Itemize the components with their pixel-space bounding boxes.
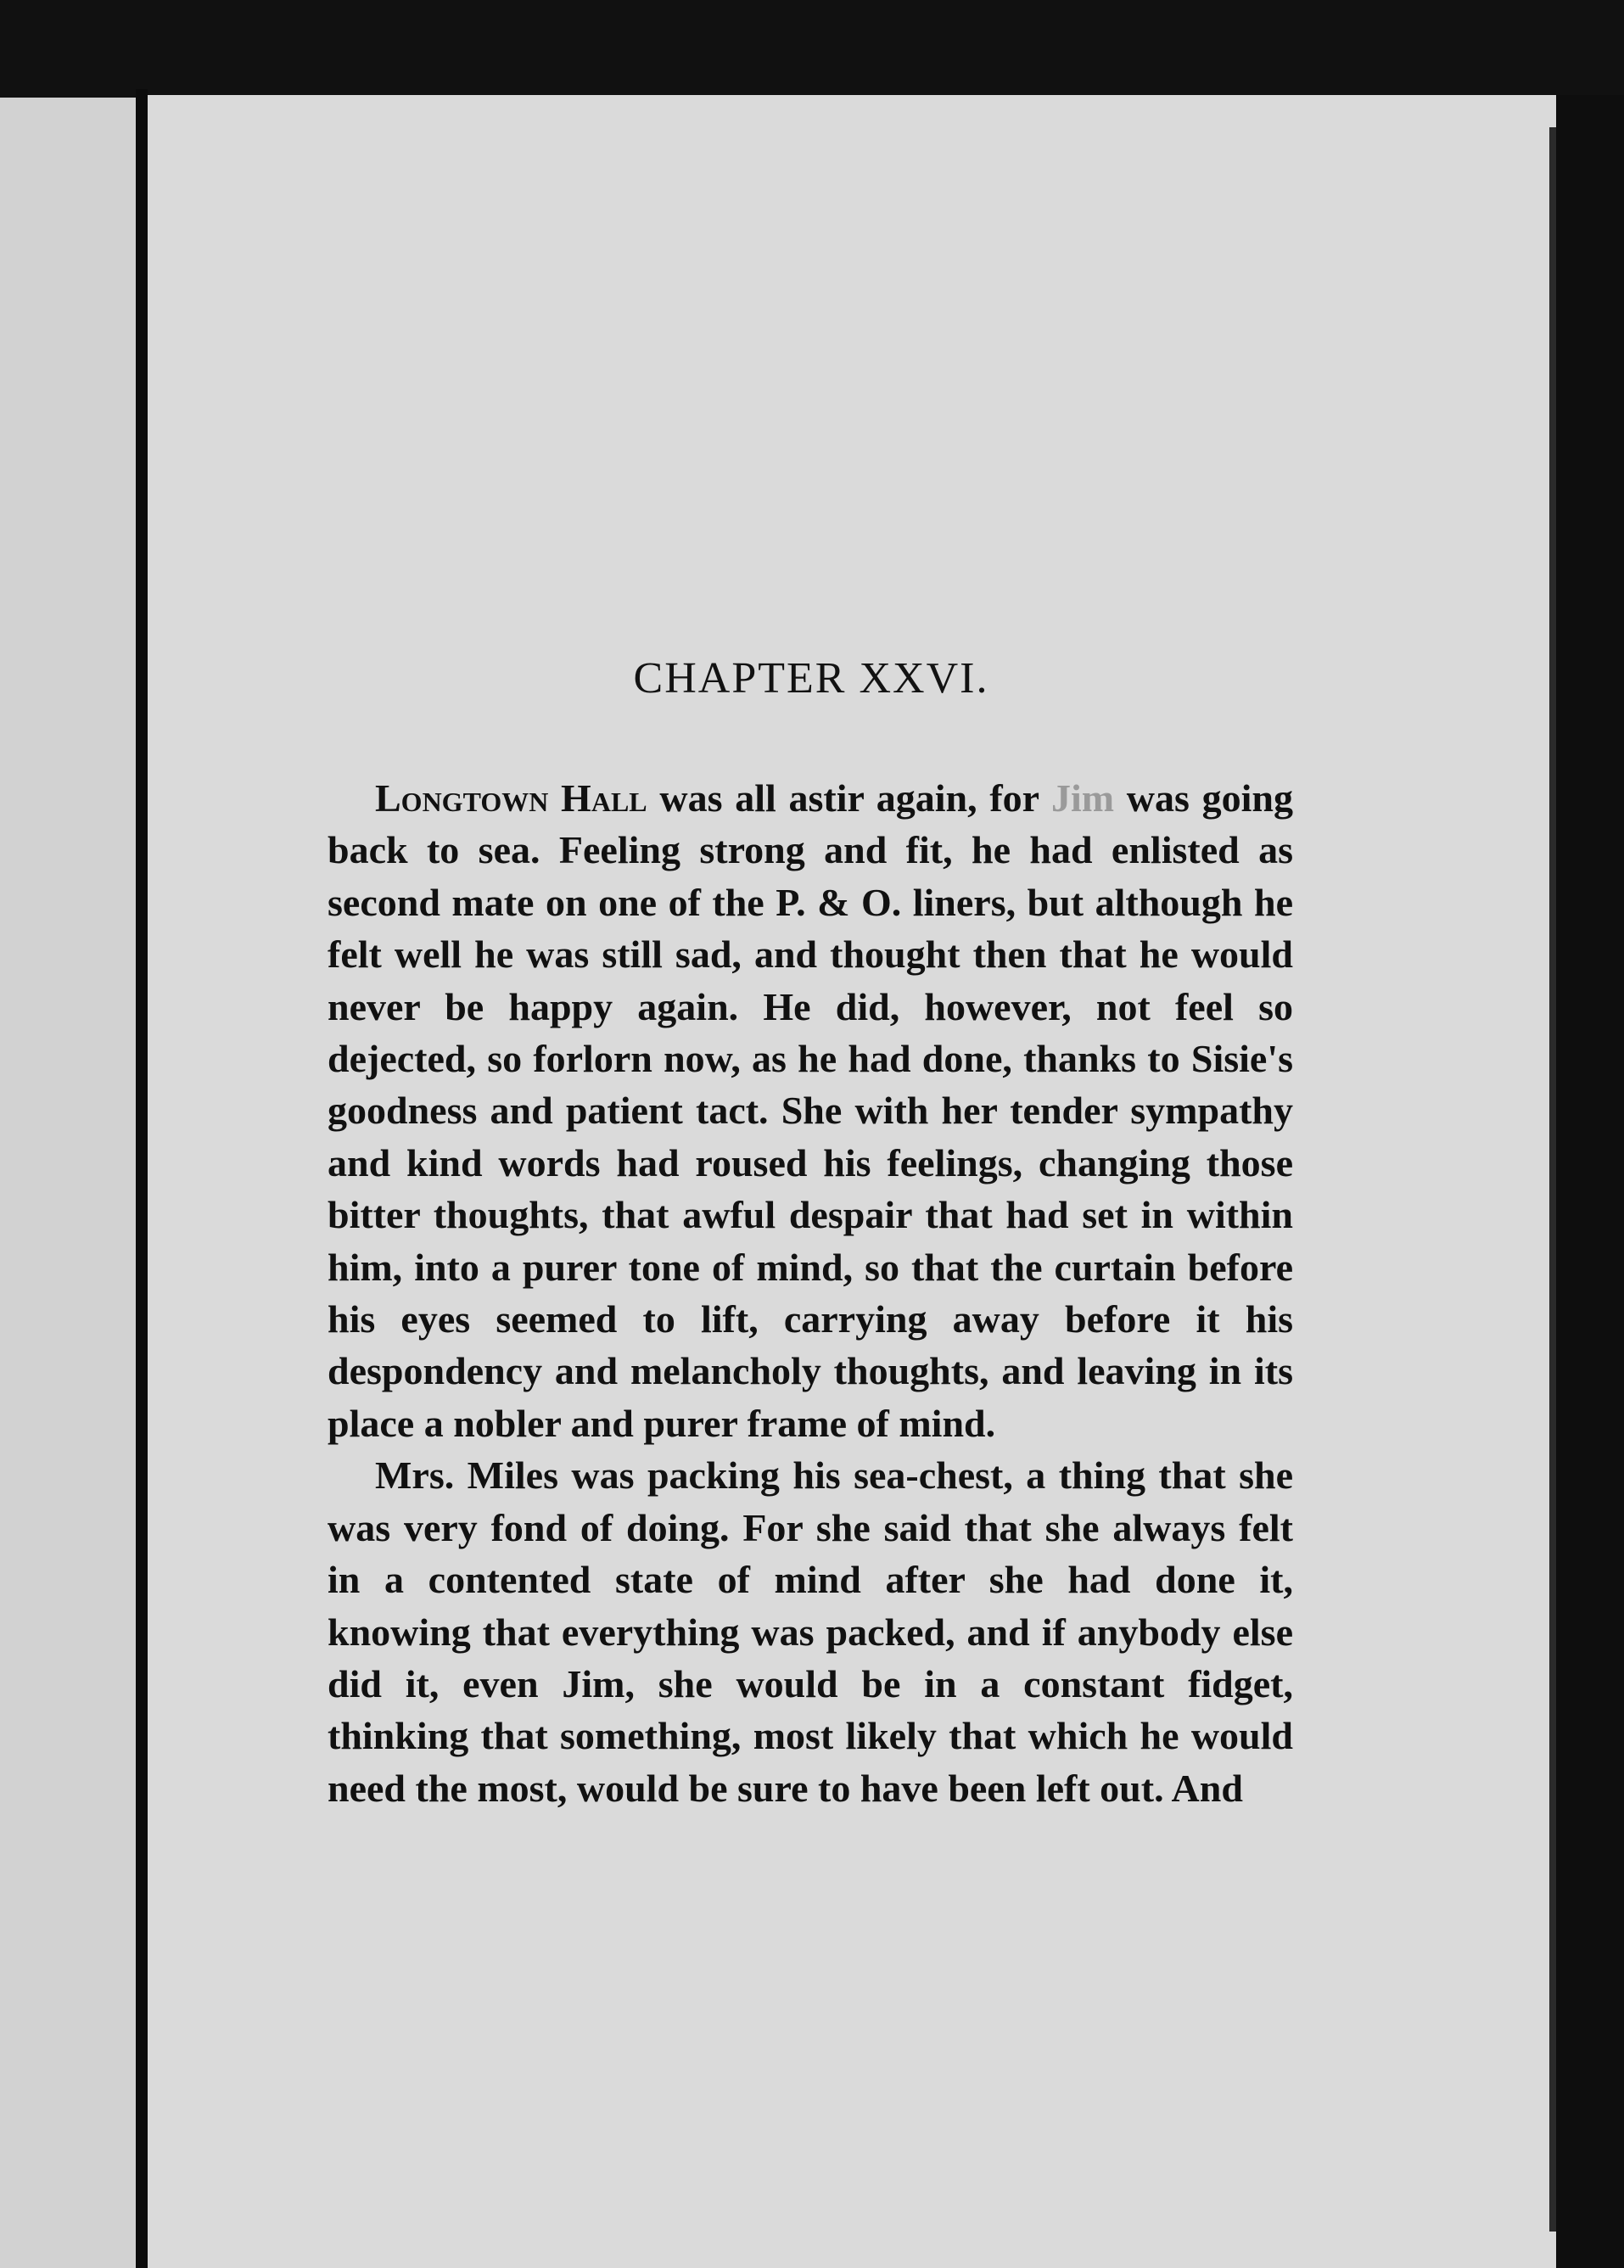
paragraph-2: Mrs. Miles was packing his sea-chest, a thing that she was very fond of doing. For she said that she always felt in a contented state of mind after she had done it, knowing that everything was packed, and if anybody else did it, even Jim, she would be in a constant fidget, thinking that something, most likely that which he would need the most, would be sure to have been left out. And xyxy=(328,1453,1293,1810)
obscured-word: Jim xyxy=(1050,776,1115,820)
scan-right-border xyxy=(1556,95,1624,2268)
paragraph-1-continuation: was going back to sea. Feeling strong and fit, he had enlisted as second mate on one of the P. & O. liners, but although he felt well he was still sad, and thought then that he would never be happy again. He did, however, not feel so dejected, so forlorn now, as he had done, thanks to Sisie's goodness and patient tact. She with her tender sympathy and kind words had roused his feelings, changing those bitter thoughts, that awful despair that had set in within him, into a purer tone of mind, so that the curtain before his eyes seemed to lift, carrying away before it his despondency and melancholy thoughts, and leaving in its place a nobler and purer frame of mind. xyxy=(328,776,1293,1445)
paragraph-1-text: was all astir again, for xyxy=(647,776,1051,820)
left-binding-rule xyxy=(136,89,148,2268)
scan-top-border xyxy=(0,0,1624,98)
paragraph-1 xyxy=(328,772,1293,1449)
facing-page-margin xyxy=(0,98,136,2268)
right-page-rule xyxy=(1549,127,1556,2232)
body-text xyxy=(328,772,1293,1814)
opening-words: Longtown Hall xyxy=(375,776,647,820)
chapter-heading: CHAPTER XXVI. xyxy=(633,654,989,703)
